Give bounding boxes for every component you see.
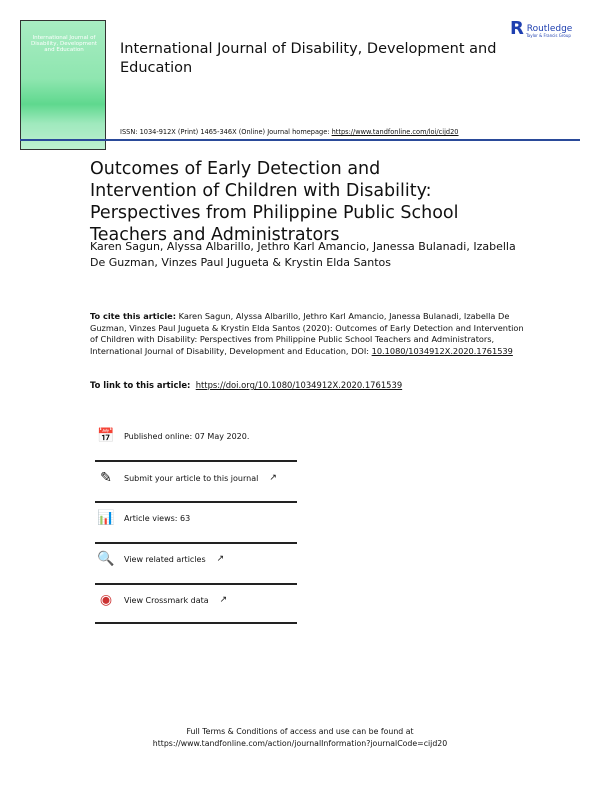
article-authors: Karen Sagun, Alyssa Albarillo, Jethro Karl Amancio, Janessa Bulanadi, Izabella De Guzman, Vinzes Paul Jugueta & Krystin Elda Santos xyxy=(90,240,516,269)
divider xyxy=(95,460,297,462)
journal-title: International Journal of Disability, Development and Education xyxy=(120,41,497,76)
document-search-icon: 🔍 xyxy=(97,551,115,567)
cover-title: International Journal of Disability, Development and Education xyxy=(30,35,97,53)
item-label: Published online: 07 May 2020. xyxy=(124,431,250,441)
divider xyxy=(95,542,297,544)
external-link-icon: ↗ xyxy=(216,554,225,564)
crossmark-link[interactable] xyxy=(96,591,296,609)
article-title: Outcomes of Early Detection and Intervention of Children with Disability: Perspectives from Philippine Public School Teachers and Administrators xyxy=(90,159,459,245)
divider xyxy=(95,622,297,624)
routledge-icon: R xyxy=(510,18,524,39)
cite-text: Karen Sagun, Alyssa Albarillo, Jethro Karl Amancio, Janessa Bulanadi, Izabella De Guzman, Vinzes Paul Jugueta & Krystin Elda Santos (2020): Outcomes of Early Detection and Intervention of Children with Disability: Perspectives from Philippine Public School Teachers and Administrators, International Journal of Disability, Development and Education, DOI: xyxy=(90,311,524,356)
submit-article-link[interactable] xyxy=(96,469,296,487)
link-label: To link to this article: xyxy=(90,380,191,390)
divider xyxy=(95,501,297,503)
external-link-icon: ↗ xyxy=(269,473,277,483)
cite-label: To cite this article: xyxy=(90,311,176,321)
divider xyxy=(95,583,297,585)
item-label: View Crossmark data xyxy=(124,595,209,605)
published-online xyxy=(96,427,296,445)
crossmark-icon: ◉ xyxy=(99,592,113,608)
publisher-logo xyxy=(510,18,572,38)
item-label: Article views: 63 xyxy=(124,513,191,523)
footer xyxy=(0,726,600,750)
issn-line xyxy=(120,128,459,136)
bar-chart-icon: 📊 xyxy=(97,510,115,526)
edit-icon: ✎ xyxy=(100,470,112,486)
header-divider xyxy=(20,139,580,141)
item-label: Submit your article to this journal xyxy=(124,473,259,483)
article-link-line xyxy=(90,380,402,390)
citation-block xyxy=(90,311,530,357)
journal-homepage-link[interactable]: https://www.tandfonline.com/loi/cijd20 xyxy=(331,128,459,136)
footer-terms-text: Full Terms & Conditions of access and use can be found at xyxy=(186,727,414,736)
external-link-icon: ↗ xyxy=(219,595,228,605)
footer-terms-link[interactable]: https://www.tandfonline.com/action/journalInformation?journalCode=cijd20 xyxy=(152,739,448,748)
publisher-tagline: Taylor & Francis Group xyxy=(526,33,571,38)
calendar-icon: 📅 xyxy=(97,428,115,444)
journal-cover-image xyxy=(20,20,106,150)
article-url-link[interactable]: https://doi.org/10.1080/1034912X.2020.1761539 xyxy=(195,380,403,390)
doi-link[interactable]: 10.1080/1034912X.2020.1761539 xyxy=(371,345,513,356)
item-label: View related articles xyxy=(124,554,206,564)
related-articles-link[interactable] xyxy=(96,550,296,568)
issn-text: ISSN: 1034-912X (Print) 1465-346X (Online) Journal homepage: xyxy=(120,128,332,136)
article-views xyxy=(96,509,296,527)
publisher-name: Routledge xyxy=(526,24,573,34)
